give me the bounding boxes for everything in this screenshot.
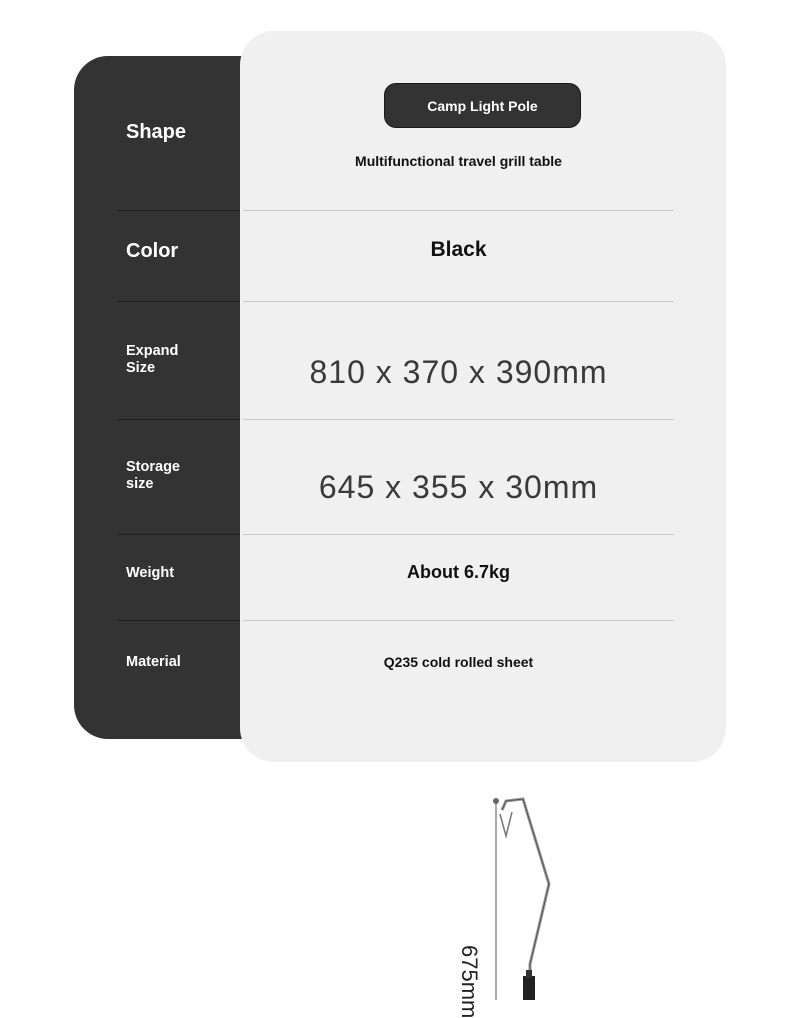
product-name-badge: Camp Light Pole: [384, 83, 581, 128]
row-divider: [243, 210, 674, 211]
color-value: Black: [430, 238, 487, 261]
expand-size-label: Expand Size: [126, 343, 179, 376]
expand-size-value: 810 x 370 x 390mm: [309, 354, 608, 390]
color-label: Color: [126, 240, 179, 262]
shape-value: Multifunctional travel grill table: [355, 153, 562, 169]
height-dimension-label: 675mm: [457, 945, 482, 1018]
row-divider: [117, 301, 240, 302]
row-divider: [243, 301, 674, 302]
weight-value: About 6.7kg: [406, 562, 510, 582]
row-divider: [243, 534, 674, 535]
material-label: Material: [126, 654, 181, 670]
weight-label: Weight: [126, 565, 175, 581]
row-divider: [243, 620, 674, 621]
row-divider: [117, 210, 240, 211]
row-divider: [117, 534, 240, 535]
row-divider: [117, 419, 240, 420]
material-value: Q235 cold rolled sheet: [383, 654, 534, 670]
row-divider: [243, 419, 674, 420]
spec-values-panel: [240, 31, 726, 762]
row-divider: [117, 620, 240, 621]
storage-size-label: Storage size: [126, 459, 180, 492]
shape-label: Shape: [126, 121, 187, 143]
storage-size-value: 645 x 355 x 30mm: [318, 469, 599, 505]
